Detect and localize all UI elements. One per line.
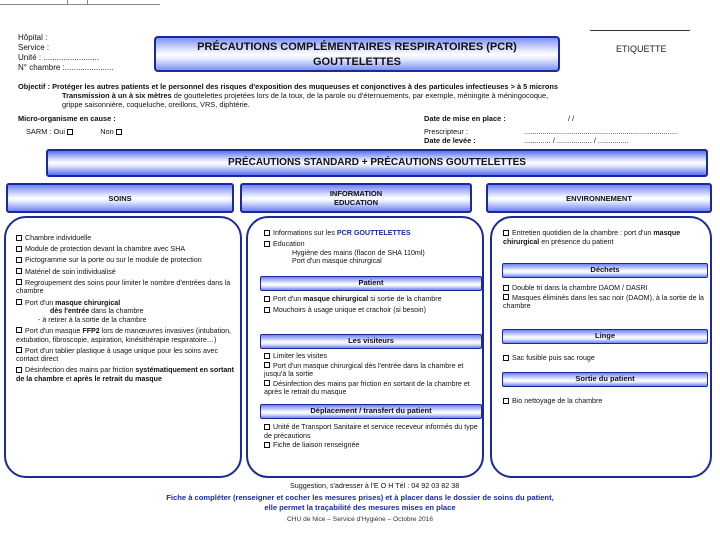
information-list [264, 229, 480, 266]
list-item: Education Hygiène des mains (flacon de SHA 110ml) Port d'un masque chirurgical [264, 240, 480, 266]
list-item: Pictogramme sur la porte ou sur le module de protection [16, 256, 238, 265]
soins-header: SOINS [6, 183, 234, 213]
checkbox[interactable] [503, 294, 509, 300]
list-item: Désinfection des mains par friction systématiquement en sortant de la chambre et après le retrait du masque [16, 366, 234, 384]
linge-list [503, 354, 707, 365]
top-toolbar-remnant [0, 0, 160, 5]
title-line-2: GOUTTELETTES [313, 56, 401, 68]
checkbox[interactable] [503, 398, 509, 404]
checkbox[interactable] [16, 257, 22, 263]
footer-line-1: Fiche à compléter (renseigner et cocher les mesures prises) et à placer dans le dossier de soins du patient, [166, 493, 554, 502]
list-item: Fiche de liaison renseignée [264, 441, 480, 450]
header-fields [18, 33, 114, 73]
objectif-line-2-bold: Transmission à un à six mètres [62, 91, 172, 100]
checkbox[interactable] [16, 235, 22, 241]
checkbox[interactable] [16, 327, 22, 333]
list-item: Limiter les visites [264, 352, 480, 361]
hopital-field: Hôpital : [18, 33, 48, 42]
etiquette-label: ETIQUETTE [616, 44, 667, 54]
list-item: Masques éliminés dans les sac noir (DAOM), à la sortie de la chambre [503, 293, 705, 311]
micro-organisme-label: Micro-organisme en cause : [18, 114, 116, 123]
checkbox[interactable] [264, 380, 270, 386]
standard-precautions-banner: PRÉCAUTIONS STANDARD + PRÉCAUTIONS GOUTTELETTES [46, 149, 708, 177]
patient-subheader: Patient [260, 276, 482, 291]
etiquette-divider [590, 30, 690, 31]
list-item: Entretien quotidien de la chambre : port d'un masque chirurgical en présence du patient [503, 229, 681, 246]
title-line-1: PRÉCAUTIONS COMPLÉMENTAIRES RESPIRATOIRES (PCR) [197, 41, 517, 53]
footer-line-2: elle permet la traçabilité des mesures mises en place [264, 503, 456, 512]
date-levee-value[interactable]: ............. / ................. / ............... [524, 136, 629, 145]
checkbox[interactable] [264, 296, 270, 302]
footer-credit: CHU de Nice – Service d'Hygiène – Octobre 2016 [286, 516, 434, 523]
checkbox[interactable] [16, 268, 22, 274]
checkbox[interactable] [264, 307, 270, 313]
list-item: Module de protection devant la chambre avec SHA [16, 245, 238, 254]
sarm-non-checkbox[interactable] [116, 129, 122, 135]
patient-list [264, 295, 480, 317]
unite-field: Unité : ......................... [18, 53, 99, 62]
objectif-line-1: Protéger les autres patients et le personnel des risques d'exposition des muqueuses et conjonctives à des particules infectieuses > à 5 microns [52, 82, 559, 91]
list-item: Regroupement des soins pour limiter le nombre d'entrées dans la chambre [16, 278, 231, 296]
list-item: Port d'un masque chirurgical si sortie de la chambre [264, 295, 480, 304]
list-item: Mouchoirs à usage unique et crachoir (si besoin) [264, 306, 480, 315]
date-levee-label: Date de levée : [424, 136, 476, 145]
checkbox[interactable] [16, 299, 22, 305]
checkbox[interactable] [264, 442, 270, 448]
list-item: Unité de Transport Sanitaire et service receveur informés du type de précautions [264, 423, 478, 440]
checkbox[interactable] [16, 246, 22, 252]
soins-list [16, 234, 238, 386]
checkbox[interactable] [503, 355, 509, 361]
list-item: Double tri dans la chambre DAOM / DASRI [503, 284, 707, 293]
prescripteur-value[interactable]: ........................................................................... [524, 126, 679, 136]
checkbox[interactable] [264, 424, 270, 430]
dechets-subheader: Déchets [502, 263, 708, 278]
objectif-line-2: de gouttelettes projetées lors de la toux, de la parole ou d'éternuements, par exemple, méningite à méningocoque, [171, 91, 549, 100]
list-item: Port d'un tablier plastique à usage unique pour les soins avec contact direct [16, 346, 219, 364]
sortie-subheader: Sortie du patient [502, 372, 708, 387]
sortie-list [503, 397, 707, 408]
checkbox[interactable] [503, 230, 509, 236]
checkbox[interactable] [264, 241, 270, 247]
dechets-list [503, 284, 707, 313]
sarm-oui-checkbox[interactable] [67, 129, 73, 135]
visiteurs-list [264, 352, 480, 400]
checkbox[interactable] [16, 279, 22, 285]
environnement-list [503, 229, 707, 249]
sarm-label: SARM : Oui [26, 127, 66, 136]
list-item: Chambre individuelle [16, 234, 238, 243]
footer-instructions [110, 493, 610, 513]
dates-block [424, 114, 678, 146]
date-mise-label: Date de mise en place : [424, 114, 506, 123]
checkbox[interactable] [16, 347, 22, 353]
objectif-line-3: grippe saisonnière, coqueluche, oreillons, VRS, diphtérie. [62, 100, 250, 109]
checkbox[interactable] [264, 353, 270, 359]
info-header-line-1: INFORMATION [329, 189, 383, 198]
suggestion-text: Suggestion, s'adresser à l'E O H Tél : 04 92 03 82 38 [290, 481, 460, 490]
list-item: Sac fusible puis sac rouge [503, 354, 707, 363]
list-item: Désinfection des mains par friction en sortant de la chambre et après le retrait du masque [264, 379, 470, 397]
information-header [240, 183, 472, 213]
date-mise-value[interactable]: / / [568, 114, 575, 123]
checkbox[interactable] [264, 362, 270, 368]
sarm-non-label: Non [100, 127, 114, 136]
checkbox[interactable] [503, 285, 509, 291]
list-item: Port d'un masque FFP2 lors de manœuvres invasives (intubation, extubation, fibroscopie, aspiration, kinésithérapie respiratoire…) [16, 326, 231, 344]
chambre-field: N° chambre :...................... [18, 63, 114, 72]
objectif-block [18, 82, 688, 109]
list-item: Informations sur les PCR GOUTTELETTES [264, 229, 480, 238]
linge-subheader: Linge [502, 329, 708, 344]
service-field: Service : [18, 43, 50, 52]
info-header-line-2: EDUCATION [333, 198, 378, 207]
deplacement-subheader: Déplacement / transfert du patient [260, 404, 482, 419]
environnement-header: ENVIRONNEMENT [486, 183, 712, 213]
list-item: Bio nettoyage de la chambre [503, 397, 707, 406]
title-banner [154, 36, 560, 72]
sarm-row [26, 127, 125, 136]
visiteurs-subheader: Les visiteurs [260, 334, 482, 349]
checkbox[interactable] [16, 367, 22, 373]
checkbox[interactable] [264, 230, 270, 236]
prescripteur-label: Prescripteur : [424, 126, 468, 136]
deplacement-list [264, 423, 480, 452]
environnement-box [490, 216, 712, 478]
objectif-label: Objectif : [18, 82, 51, 91]
list-item: Port d'un masque chirurgical dès l'entrée dans la chambre et jusqu'à la sortie [264, 361, 464, 379]
list-item: Port d'un masque chirurgical dès l'entrée dans la chambre - à retirer à la sortie de la chambre [16, 299, 238, 325]
list-item: Matériel de soin individualisé [16, 268, 238, 277]
